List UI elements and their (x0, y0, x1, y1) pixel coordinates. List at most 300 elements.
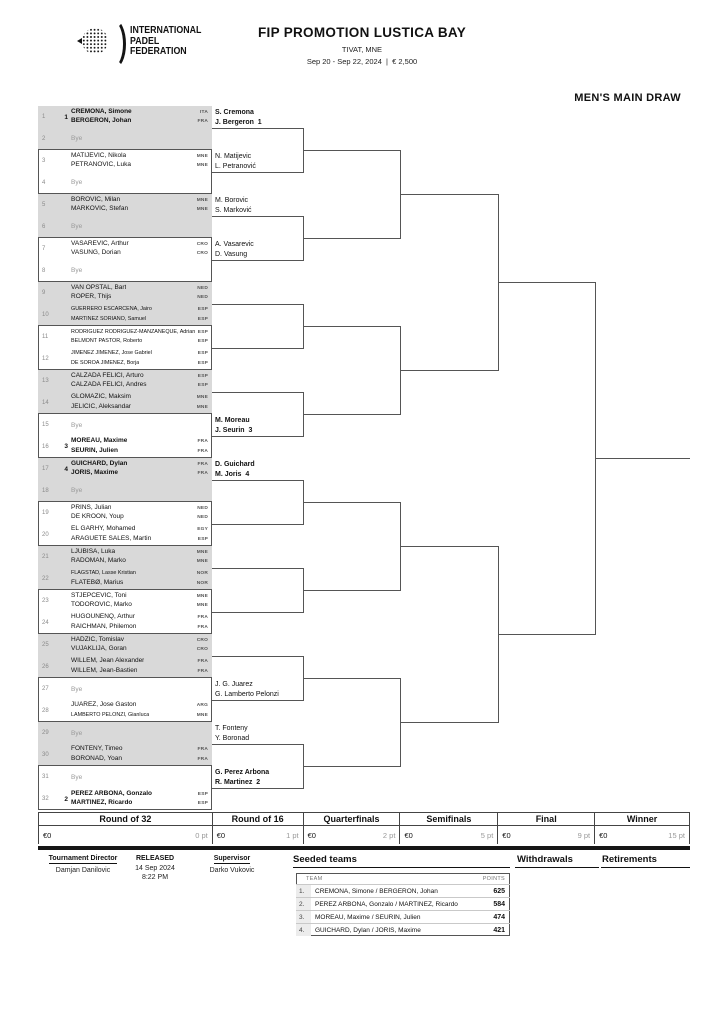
bracket-row (38, 260, 212, 282)
team-cell (68, 460, 212, 479)
position-number: 30 (42, 751, 49, 758)
r16-winner-line2: R. Martinez 2 (215, 778, 261, 786)
player-name: JELIČIĆ, Aleksandar (71, 402, 131, 410)
bracket-row (38, 238, 212, 260)
bye-label: Bye (71, 223, 83, 230)
nationality-code: CRO (196, 637, 208, 643)
nationality-code: ESP (197, 383, 208, 388)
position-number: 27 (42, 686, 49, 692)
r16-winner-label (215, 723, 303, 743)
bracket-line (212, 348, 303, 349)
r16-winner-label (215, 415, 303, 435)
director-block (38, 855, 128, 874)
player-name: TODOROVIC, Marko (71, 601, 132, 608)
nationality-code: FRA (197, 471, 208, 476)
r16-winner-line2: G. Lamberto Pelonzi (215, 690, 279, 698)
player-line (71, 548, 212, 558)
r16-winner-line1: D. Guichard (215, 461, 255, 468)
nationality-code: MNE (196, 163, 208, 168)
round-points: 1 pt (286, 830, 299, 840)
nationality-code: MNE (196, 603, 208, 608)
bracket-row (38, 700, 212, 722)
released-date: 14 Sep 2024 (135, 865, 175, 872)
bracket-line (400, 546, 498, 547)
position-number: 28 (42, 707, 49, 714)
round-column (595, 813, 690, 844)
round-prize: €0 (502, 830, 511, 840)
bracket-line (498, 634, 595, 635)
player-line (71, 790, 212, 800)
round-points: 9 pt (577, 830, 591, 840)
round-money-row (39, 826, 212, 844)
player-name: MOREAU, Maxime (71, 437, 128, 444)
round-label: Round of 16 (213, 813, 303, 826)
round-column (304, 813, 401, 844)
bye-label: Bye (71, 179, 83, 186)
bracket-line (212, 392, 303, 393)
bye-label: Bye (71, 267, 83, 274)
player-line (71, 657, 212, 667)
team-cell (68, 504, 212, 523)
released-time: 8:22 PM (141, 874, 169, 881)
seeded-table-header (296, 873, 510, 884)
bye-label: Bye (71, 135, 83, 142)
position-number: 25 (42, 642, 49, 648)
bracket-row (38, 634, 212, 656)
player-line (71, 667, 212, 677)
logo-text: INTERNATIONAL PADEL FEDERATION (130, 24, 202, 58)
team-cell (68, 108, 212, 127)
team-cell (68, 437, 212, 456)
player-line (71, 535, 212, 545)
nationality-code: MNE (196, 197, 208, 203)
team-cell (68, 730, 212, 737)
round-label: Round of 32 (39, 813, 212, 826)
team-cell (68, 349, 212, 368)
seeded-team-position: 3. (296, 911, 311, 923)
points-column-header: POINTS (482, 875, 505, 882)
position-number: 18 (42, 487, 49, 494)
seeded-team-names: GUICHARD, Dylan / JORIS, Maxime (315, 926, 421, 934)
position-number: 24 (42, 619, 49, 626)
nationality-code: ESP (197, 536, 208, 542)
nationality-code: ESP (197, 339, 208, 344)
bracket-row (38, 590, 212, 612)
nationality-code: CRO (196, 647, 208, 652)
bye-label: Bye (71, 685, 83, 693)
player-name: FONTENY, Timeo (71, 745, 123, 752)
player-line (71, 579, 212, 589)
player-line (71, 372, 212, 382)
player-line (71, 504, 212, 514)
bracket-area (38, 106, 690, 810)
nationality-code: FRA (197, 461, 208, 467)
bracket-row (38, 150, 212, 172)
position-number: 10 (42, 311, 49, 318)
player-line (71, 205, 212, 215)
player-name: JIMENEZ JIMENEZ, Jose Gabriel (71, 350, 152, 356)
round-column (39, 813, 213, 844)
seeded-team-row (296, 910, 510, 923)
team-cell (68, 636, 212, 655)
position-number: 4 (42, 179, 46, 186)
bracket-line (303, 678, 400, 679)
player-line (71, 701, 212, 711)
nationality-code: NOR (196, 580, 208, 586)
player-name: ARAGUETE SALES, Martin (71, 534, 152, 542)
player-name: MATIJEVIC, Nikola (71, 151, 127, 159)
player-name: FLAGSTAD, Lasse Kristian (71, 570, 136, 576)
player-name: CREMONA, Simone (71, 107, 132, 115)
player-name: VAN OPSTAL, Bart (71, 283, 127, 291)
seed-number: 3 (64, 443, 68, 450)
bracket-line (498, 282, 595, 283)
bracket-row (38, 370, 212, 392)
player-line (71, 284, 212, 294)
rounds-footer (38, 812, 690, 844)
player-name: FLATEBØ, Marius (71, 578, 124, 586)
position-number: 22 (42, 575, 49, 582)
bracket-line (212, 744, 303, 745)
director-name: Damjan Danilovic (55, 867, 111, 874)
player-name: JORIS, Maxime (71, 469, 118, 476)
player-line (71, 592, 212, 602)
tournament-location: TIVAT, MNE (341, 45, 383, 54)
r16-winner-line1: S. Cremona (215, 109, 254, 116)
round-points: 0 pt (195, 830, 208, 840)
round-label: Semifinals (400, 813, 497, 826)
position-number: 5 (42, 202, 46, 208)
r16-winner-line1: M. Borovic (215, 197, 249, 204)
position-number: 9 (42, 290, 46, 296)
player-line (71, 161, 212, 171)
position-number: 14 (42, 399, 49, 406)
bracket-line (212, 172, 303, 173)
round-money-row (213, 826, 303, 844)
team-column-header: TEAM (306, 875, 323, 882)
nationality-code: FRA (197, 756, 208, 762)
position-number: 8 (42, 267, 46, 274)
bracket-line (303, 150, 400, 151)
player-line (71, 469, 212, 479)
bracket-row (38, 326, 212, 348)
bracket-line (212, 436, 303, 437)
nationality-code: ITA (200, 109, 208, 115)
player-name: STJEPCEVIC, Toni (71, 591, 127, 599)
bracket-row (38, 722, 212, 744)
team-cell (68, 790, 212, 809)
round-money-row (498, 826, 594, 844)
released-block (120, 855, 190, 881)
bye-label: Bye (71, 421, 83, 429)
round-prize: €0 (43, 830, 52, 840)
position-number: 17 (42, 466, 49, 472)
round-column (400, 813, 498, 844)
player-line (71, 315, 212, 325)
position-number: 15 (42, 422, 49, 428)
bracket-row (38, 678, 212, 700)
player-line (71, 293, 212, 303)
bracket-row (38, 106, 212, 128)
bracket-row (38, 128, 212, 150)
team-cell (68, 240, 212, 259)
r16-winner-label (215, 151, 303, 171)
player-line (71, 196, 212, 206)
nationality-code: NED (197, 505, 208, 511)
tournament-dates: Sep 20 - Sep 22, 2024 | € 2,500 (306, 57, 418, 66)
round-money-row (400, 826, 497, 844)
r16-winner-line2: D. Vasung (215, 250, 248, 258)
position-number: 21 (42, 554, 49, 560)
position-number: 16 (42, 443, 49, 450)
player-name: DE KROON, Youp (71, 513, 124, 520)
player-line (71, 525, 212, 535)
bracket-line (212, 260, 303, 261)
nationality-code: ESP (197, 791, 208, 797)
seeded-team-points: 584 (493, 900, 505, 908)
bracket-line (212, 568, 303, 569)
nationality-code: FRA (197, 668, 208, 674)
round-prize: €0 (599, 830, 608, 840)
bracket-row (38, 194, 212, 216)
round-column (498, 813, 595, 844)
team-cell (68, 393, 212, 412)
player-name: LJUBISA, Luka (71, 547, 116, 555)
round-money-row (595, 826, 689, 844)
nationality-code: CRO (196, 251, 208, 256)
draw-title: MEN'S MAIN DRAW (574, 92, 681, 104)
player-name: GUICHARD, Dylan (71, 459, 128, 467)
nationality-code: CRO (196, 241, 208, 247)
bracket-row (38, 172, 212, 194)
director-heading: Tournament Director (48, 855, 118, 862)
position-number: 32 (42, 796, 49, 802)
player-line (71, 557, 212, 567)
player-name: VASAREVIC, Arthur (71, 239, 129, 247)
bracket-line (595, 458, 690, 459)
team-cell (68, 487, 212, 494)
player-line (71, 755, 212, 765)
round-prize: €0 (404, 830, 413, 840)
nationality-code: MNE (196, 549, 208, 555)
supervisor-block (197, 855, 267, 874)
player-line (71, 249, 212, 259)
player-line (71, 337, 212, 347)
nationality-code: MNE (196, 395, 208, 400)
position-number: 7 (42, 246, 46, 252)
r16-winner-line1: T. Fonteny (215, 725, 248, 732)
tournament-title: FIP PROMOTION LUSTICA BAY (257, 25, 466, 40)
nationality-code: ARG (196, 703, 208, 708)
round-points: 2 pt (382, 830, 396, 840)
position-number: 26 (42, 663, 49, 670)
bracket-line (400, 194, 498, 195)
bracket-line (303, 414, 400, 415)
bracket-row (38, 744, 212, 766)
bracket-line (303, 326, 400, 327)
round-label: Final (498, 813, 594, 826)
player-name: ROPER, Thijs (71, 293, 112, 300)
seeded-team-position: 4. (296, 924, 311, 936)
bracket-line (212, 128, 303, 129)
r16-winner-line2: L. Petranović (215, 162, 256, 170)
seed-number: 2 (64, 795, 68, 803)
round-prize: €0 (216, 830, 226, 840)
player-line (71, 403, 212, 413)
nationality-code: NED (197, 295, 208, 300)
position-number: 23 (42, 598, 49, 604)
team-cell (68, 152, 212, 171)
player-line (71, 381, 212, 391)
player-name: HADZIC, Tomislav (71, 635, 124, 643)
seeded-team-row (296, 897, 510, 910)
team-cell (68, 328, 212, 347)
team-cell (68, 686, 212, 693)
header-title-block (0, 25, 724, 66)
team-cell (68, 179, 212, 186)
nationality-code: NOR (196, 571, 208, 576)
player-name: CALZADA FELICI, Andres (71, 381, 147, 388)
bracket-row (38, 458, 212, 480)
bracket-line (212, 788, 303, 789)
bye-label: Bye (71, 729, 83, 737)
player-line (71, 645, 212, 655)
player-name: LAMBERTO PELONZI, Gianluca (71, 711, 150, 718)
withdrawals-heading: Withdrawals (517, 854, 573, 865)
seed-number: 1 (64, 113, 68, 121)
bracket-line (212, 216, 303, 217)
player-name: DE SOROA JIMENEZ, Borja (71, 359, 140, 366)
team-cell (68, 548, 212, 567)
r16-winner-label (215, 195, 303, 215)
bracket-line (303, 238, 400, 239)
team-cell (68, 284, 212, 303)
position-number: 31 (42, 774, 49, 780)
seeded-team-points: 474 (493, 913, 505, 921)
r16-winner-label (215, 239, 303, 259)
position-number: 11 (42, 334, 49, 340)
supervisor-name: Darko Vukovic (209, 867, 255, 874)
round-money-row (304, 826, 400, 844)
position-number: 3 (42, 158, 46, 164)
nationality-code: ESP (197, 373, 208, 379)
round-points: 15 pt (668, 830, 685, 840)
bracket-line (212, 612, 303, 613)
team-cell (68, 657, 212, 676)
round-label: Quarterfinals (304, 813, 400, 826)
r16-winner-line1: M. Moreau (215, 417, 250, 424)
bracket-line (212, 524, 303, 525)
bracket-row (38, 788, 212, 810)
nationality-code: ESP (197, 307, 208, 312)
player-name: CALZADA FELICI, Arturo (71, 371, 144, 379)
player-name: VUJAKLIJA, Goran (71, 645, 127, 652)
nationality-code: MNE (196, 593, 208, 599)
position-number: 13 (42, 378, 49, 384)
player-name: RAICHMAN, Philemon (71, 622, 137, 630)
team-cell (68, 372, 212, 391)
team-cell (68, 305, 212, 324)
bracket-row (38, 766, 212, 788)
bracket-line (212, 304, 303, 305)
player-line (71, 437, 212, 447)
r16-winner-label (215, 459, 303, 479)
player-name: BORONAD, Yoan (71, 754, 122, 762)
position-number: 19 (42, 510, 49, 516)
bracket-row (38, 612, 212, 634)
round-prize: €0 (307, 830, 316, 840)
player-line (71, 711, 212, 721)
r16-winner-line1: A. Vasarevic (215, 241, 254, 248)
nationality-code: FRA (197, 119, 208, 124)
supervisor-heading: Supervisor (213, 855, 251, 862)
player-name: GLOMAZIC, Maksim (71, 393, 131, 400)
bracket-row (38, 480, 212, 502)
player-name: PEREZ ARBONA, Gonzalo (71, 789, 153, 797)
position-number: 20 (42, 531, 49, 538)
nationality-code: EGY (197, 527, 208, 532)
nationality-code: FRA (197, 747, 208, 752)
r16-winner-line2: Y. Boronad (215, 734, 250, 742)
player-line (71, 393, 212, 403)
player-line (71, 623, 212, 633)
position-number: 29 (42, 730, 49, 736)
released-heading: RELEASED (135, 855, 175, 862)
r16-winner-line1: N. Matijevic (215, 153, 252, 160)
nationality-code: ESP (197, 801, 208, 806)
player-name: BERGERON, Johan (71, 117, 132, 124)
bracket-row (38, 392, 212, 414)
team-cell (68, 196, 212, 215)
nationality-code: MNE (196, 404, 208, 410)
bracket-row (38, 282, 212, 304)
player-name: WILLEM, Jean-Bastien (71, 666, 138, 674)
round-column (213, 813, 304, 844)
bracket-line (400, 722, 498, 723)
nationality-code: ESP (197, 351, 208, 356)
player-line (71, 349, 212, 359)
team-cell (68, 592, 212, 611)
nationality-code: MNE (196, 207, 208, 212)
team-cell (68, 525, 212, 544)
player-name: MARKOVIĆ, Stefan (71, 205, 129, 212)
player-name: GUERRERO ESCARCENA, Jairo (71, 306, 152, 312)
seeded-teams-heading: Seeded teams (293, 854, 357, 865)
player-line (71, 328, 212, 338)
player-line (71, 447, 212, 457)
seeded-team-names: CREMONA, Simone / BERGERON, Johan (315, 887, 438, 895)
bracket-line (303, 590, 400, 591)
player-name: JUAREZ, Jose Gaston (71, 701, 137, 708)
bracket-line (212, 480, 303, 481)
r16-winner-line2: J. Seurin 3 (215, 426, 253, 434)
team-cell (68, 613, 212, 632)
round32-table (38, 106, 212, 810)
r16-winner-label (215, 679, 303, 699)
r16-winner-line1: J. G. Juarez (215, 681, 253, 688)
seeded-team-points: 625 (493, 887, 505, 895)
r16-winner-label (215, 107, 303, 127)
team-cell (68, 569, 212, 588)
bracket-row (38, 524, 212, 546)
position-number: 12 (42, 355, 49, 362)
player-name: BELMONT PASTOR, Roberto (71, 338, 143, 344)
seeded-team-names: MOREAU, Maxime / SEURIN, Julien (315, 913, 421, 921)
player-line (71, 745, 212, 755)
team-cell (68, 701, 212, 720)
bracket-line (303, 766, 400, 767)
team-cell (68, 267, 212, 274)
